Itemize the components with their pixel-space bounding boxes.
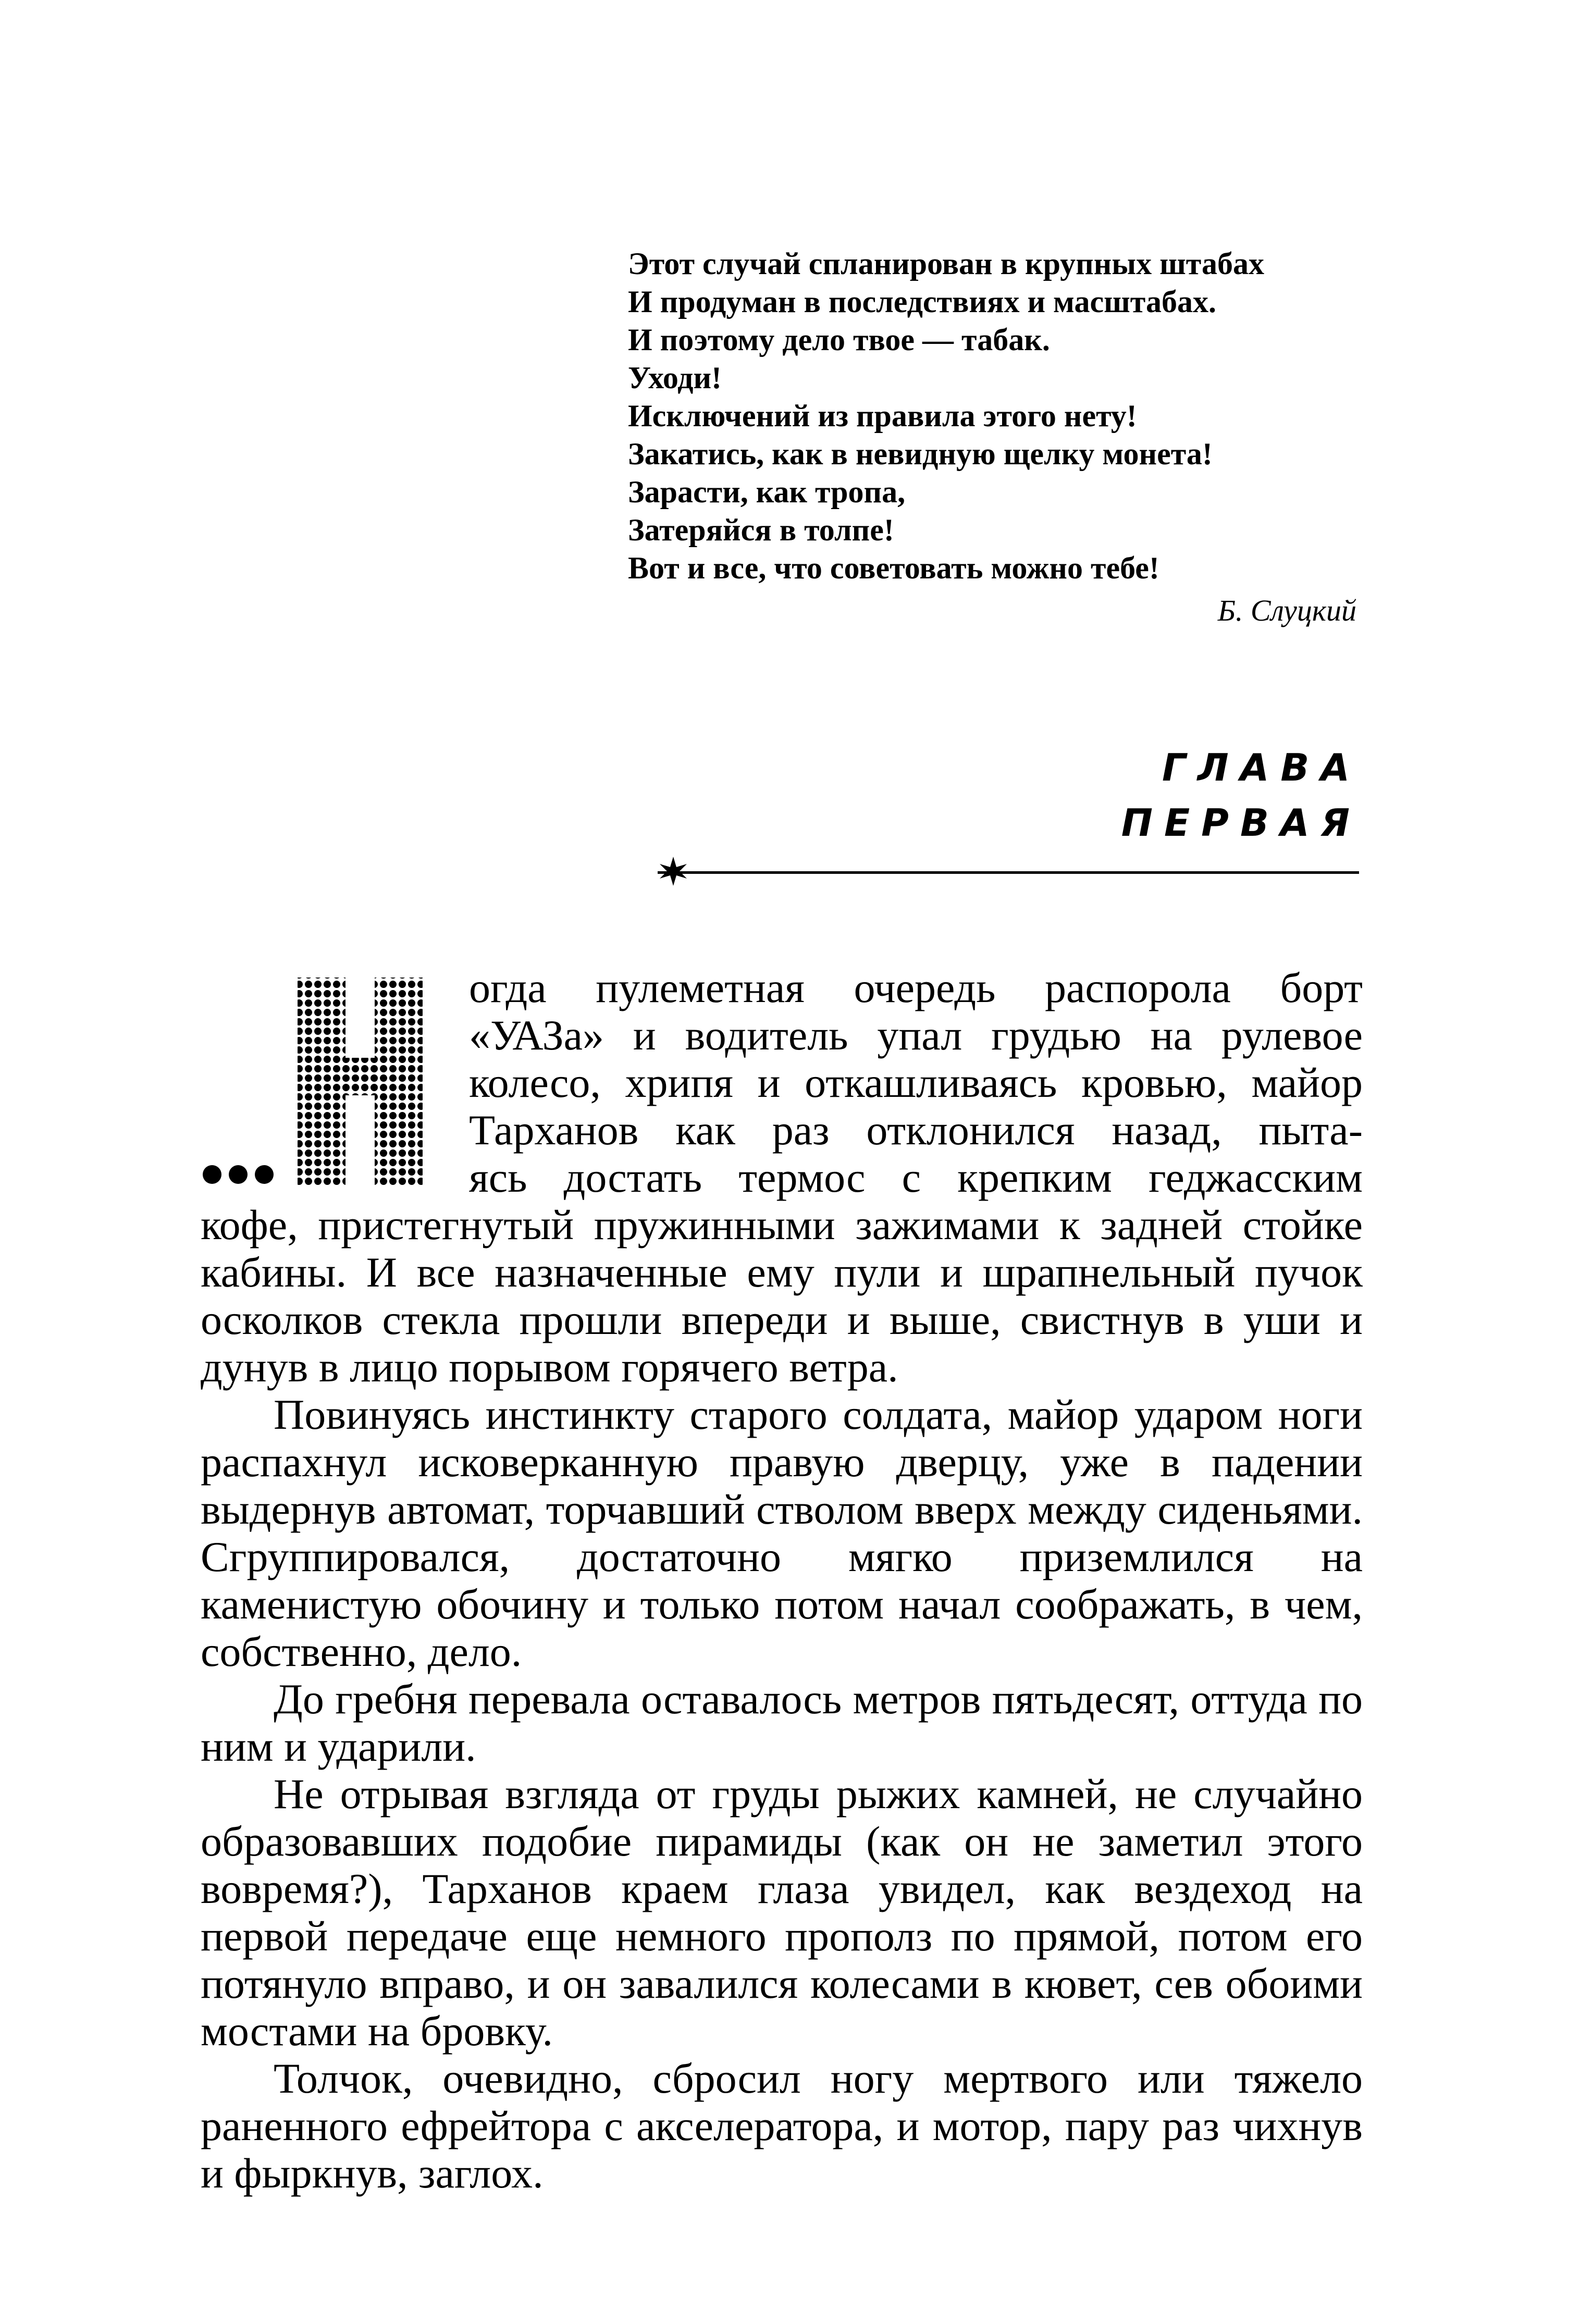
epigraph-line: Исключений из правила этого нету! (628, 399, 1137, 433)
text-line: огда пулеметная очередь распорола борт (469, 964, 1363, 1011)
epigraph-line: Закатись, как в невидную щелку монета! (628, 437, 1213, 471)
chapter-number: ПЕРВАЯ (1121, 801, 1361, 845)
epigraph-line: Вот и все, что советовать можно тебе! (628, 551, 1159, 585)
epigraph (628, 245, 1368, 629)
epigraph-author: Б. Слуцкий (1217, 594, 1356, 627)
chapter-divider (658, 871, 1359, 874)
text-line: «УАЗа» и водитель упал грудью на рулевое (469, 1011, 1363, 1059)
first-paragraph (201, 964, 1363, 1391)
text-line: ясь достать термос с крепким геджасским (469, 1154, 1363, 1201)
paragraph: Не отрывая взгляда от груды рыжих камней, не случайно образовавших подобие пирамиды (как он не заметил этого вовремя?), Тарханов краем глаза увидел, как вездеход на первой передаче еще немного прополз по прямой, потом его потянуло вправо, и он завалился колесами в кювет, сев обоими мостами на бровку. (201, 1770, 1363, 2055)
body-text (201, 964, 1363, 2197)
paragraph: Повинуясь инстинкту старого солдата, майор ударом ноги распахнул исковерканную правую дверцу, уже в падении выдернув автомат, торчавший стволом вверх между сиденьями. Сгруппировался, достаточно мягко приземлился на каменистую обочину и только потом начал соображать, в чем, собственно, дело. (201, 1391, 1363, 1675)
epigraph-line: Затеряйся в толпе! (628, 513, 894, 547)
text-line: Тарханов как раз отклонился назад, пыта- (469, 1106, 1363, 1154)
paragraph-text: кофе, пристегнутый пружинными зажимами к задней стойке кабины. И все назначенные ему пули и шрапнельный пучок осколков стекла прошли впереди и выше, свистнув в уши и дунув в лицо порывом горячего ветра. (201, 1201, 1363, 1391)
text-line: колесо, хрипя и откашливаясь кровью, майор (469, 1059, 1363, 1106)
epigraph-line: Зарасти, как тропа, (628, 475, 906, 509)
epigraph-line: И продуман в последствиях и масштабах. (628, 285, 1216, 319)
epigraph-line: Этот случай спланирован в крупных штабах (628, 246, 1265, 281)
paragraph: Толчок, очевидно, сбросил ногу мертвого или тяжело раненного ефрейтора с акселератора, и мотор, пару раз чихнув и фыркнув, заглох. (201, 2055, 1363, 2197)
chapter-word: ГЛАВА (1162, 746, 1361, 789)
paragraph: До гребня перевала оставалось метров пятьдесят, оттуда по ним и ударили. (201, 1675, 1363, 1770)
epigraph-line: И поэтому дело твое — табак. (628, 323, 1050, 357)
chapter-heading (1121, 740, 1361, 850)
epigraph-line: Уходи! (628, 361, 722, 395)
dropcap-text: Н (201, 963, 207, 972)
